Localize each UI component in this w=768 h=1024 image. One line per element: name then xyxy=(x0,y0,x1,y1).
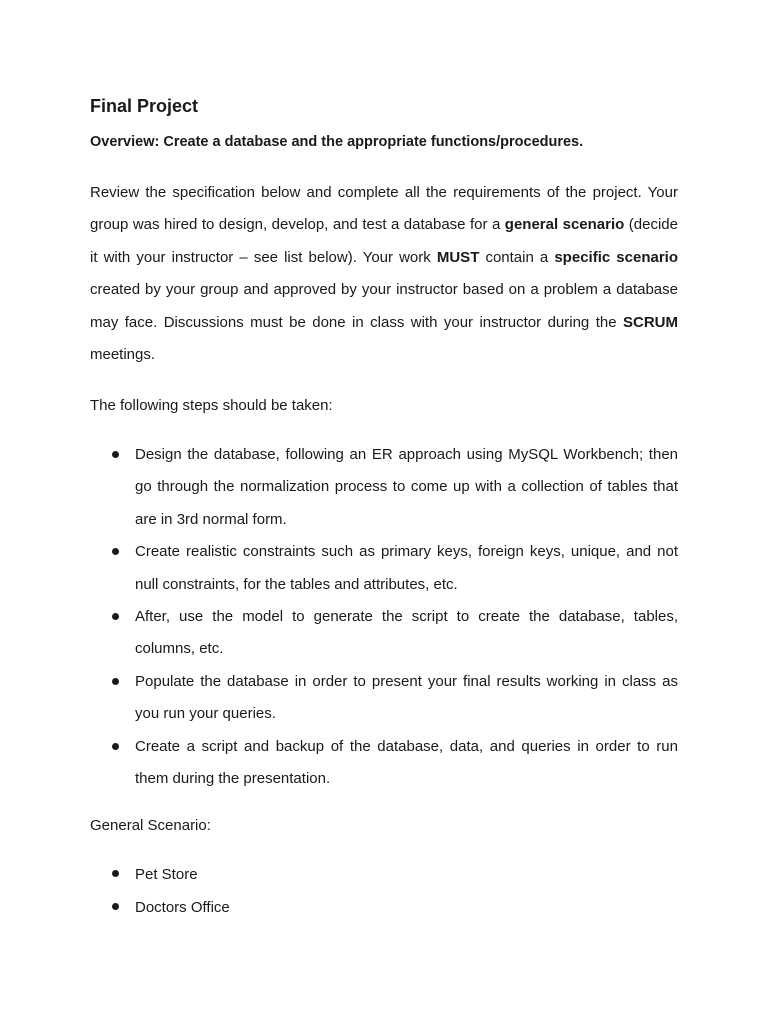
step-item xyxy=(90,536,678,601)
specific-scenario-emphasis: specific scenario xyxy=(554,248,678,266)
step-item xyxy=(90,601,678,666)
scenario-list xyxy=(90,858,678,924)
intro-text-3: contain a xyxy=(479,248,555,266)
scenario-text: Pet Store xyxy=(135,866,198,883)
bullet-icon xyxy=(112,451,119,458)
step-text: Design the database, following an ER approach using MySQL Workbench; then go through the normalization process to come up with a collection of tables that are in 3rd normal form. xyxy=(135,446,678,528)
intro-paragraph xyxy=(90,177,678,371)
intro-text-4: created by your group and approved by your instructor based on a problem a database may face. Discussions must be done in class with your instructor during the xyxy=(90,281,678,331)
scenario-item xyxy=(90,858,678,891)
step-item xyxy=(90,666,678,731)
overview-heading: Overview: Create a database and the appropriate functions/procedures. xyxy=(90,134,584,150)
step-text: After, use the model to generate the script to create the database, tables, columns, etc. xyxy=(135,608,678,658)
bullet-icon xyxy=(112,548,119,555)
step-text: Populate the database in order to present your final results working in class as you run your queries. xyxy=(135,672,678,723)
step-item xyxy=(90,439,678,536)
must-emphasis: MUST xyxy=(436,248,480,266)
step-text: Create a script and backup of the database, data, and queries in order to run them during the presentation. xyxy=(135,737,678,788)
document-title: Final Project xyxy=(90,96,199,116)
bullet-icon xyxy=(112,743,119,750)
scenario-text: Doctors Office xyxy=(135,899,230,916)
scenario-item xyxy=(90,891,678,924)
bullet-icon xyxy=(112,870,119,877)
bullet-icon xyxy=(112,613,119,620)
intro-text-5: meetings. xyxy=(90,346,156,364)
intro-text-1: Review the specification below and complete all the requirements of the project. Your group was hired to design, develop, and test a database for a xyxy=(90,184,678,234)
general-scenario-label: General Scenario: xyxy=(90,817,211,834)
scrum-emphasis: SCRUM xyxy=(623,313,678,331)
general-scenario-emphasis: general scenario xyxy=(504,216,625,234)
bullet-icon xyxy=(112,903,119,910)
intro-text-2: (decide it with your instructor – see list below). Your work xyxy=(90,216,678,266)
steps-list xyxy=(90,439,678,795)
step-item xyxy=(90,731,678,796)
step-text: Create realistic constraints such as primary keys, foreign keys, unique, and not null constraints, for the tables and attributes, etc. xyxy=(135,543,678,593)
steps-intro: The following steps should be taken: xyxy=(90,397,333,414)
bullet-icon xyxy=(112,678,119,685)
